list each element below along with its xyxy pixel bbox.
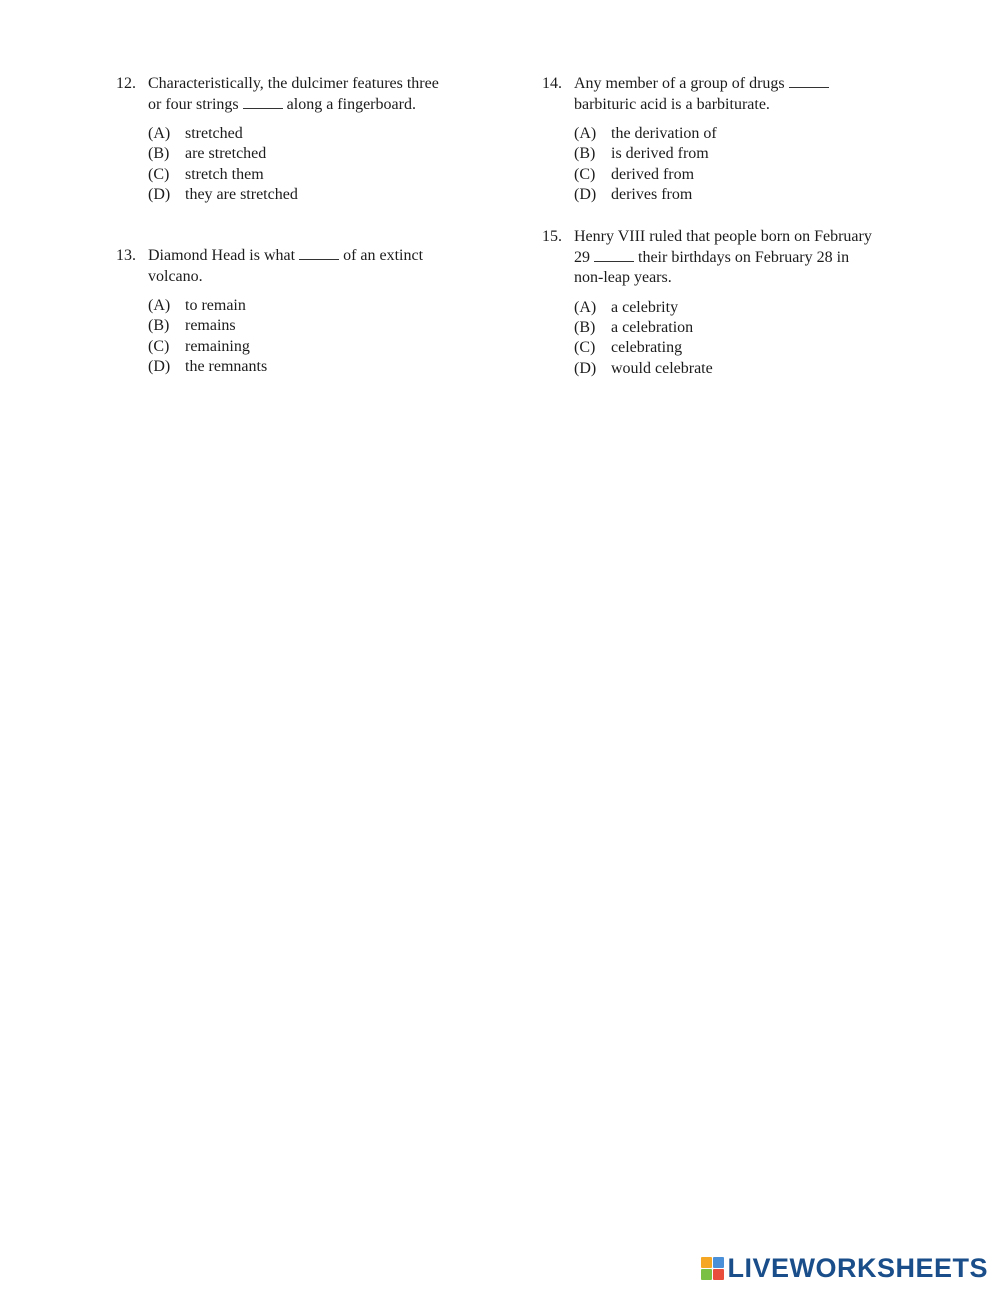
option-letter: (B) — [148, 145, 170, 163]
option-letter: (D) — [574, 186, 597, 204]
stem-text-before: Henry VIII ruled that people born on February 29 — [574, 228, 872, 266]
option-text: stretch them — [185, 165, 264, 183]
answer-options — [542, 124, 882, 206]
option-text: derived from — [611, 165, 695, 183]
option-text: the derivation of — [611, 125, 717, 142]
answer-options — [542, 298, 882, 380]
option-text: celebrating — [611, 339, 683, 357]
option-d[interactable] — [574, 359, 882, 379]
option-text: are stretched — [185, 145, 267, 163]
option-d[interactable] — [574, 185, 882, 205]
stem-text-before: Characteristically, the dulcimer features three or four strings — [148, 75, 439, 113]
stem-text-after: barbituric acid is a barbiturate. — [574, 95, 770, 113]
question-number: 12. — [116, 75, 136, 92]
answer-blank — [789, 77, 829, 88]
option-b[interactable] — [574, 318, 882, 338]
question-stem — [116, 246, 456, 287]
option-letter: (C) — [574, 339, 596, 357]
stem-text-after: of an extinct volcano. — [148, 247, 424, 285]
option-letter: (D) — [574, 359, 597, 377]
option-text: a celebrity — [611, 298, 679, 316]
option-letter: (A) — [574, 125, 597, 142]
option-d[interactable] — [148, 185, 456, 205]
option-letter: (C) — [148, 165, 170, 183]
option-text: the remnants — [185, 358, 268, 376]
question-stem — [116, 74, 456, 115]
stem-text-before: Diamond Head is what — [148, 247, 296, 264]
option-letter: (D) — [148, 358, 171, 376]
answer-options — [116, 124, 456, 206]
question-14 — [542, 74, 882, 206]
option-d[interactable] — [148, 357, 456, 377]
answer-blank — [299, 249, 339, 260]
option-text: remaining — [185, 337, 250, 355]
option-letter: (A) — [148, 297, 171, 314]
option-letter: (B) — [574, 145, 596, 163]
option-c[interactable] — [574, 165, 882, 185]
question-number: 15. — [542, 228, 562, 245]
option-letter: (D) — [148, 186, 171, 204]
answer-options — [116, 296, 456, 378]
option-letter: (C) — [148, 337, 170, 355]
option-a[interactable] — [148, 296, 456, 316]
logo-tile-e — [713, 1269, 724, 1280]
question-stem — [542, 227, 882, 289]
option-text: remains — [185, 317, 236, 335]
question-number: 13. — [116, 247, 136, 264]
answer-blank — [594, 251, 634, 262]
question-13 — [116, 246, 456, 378]
option-c[interactable] — [148, 337, 456, 357]
option-b[interactable] — [148, 316, 456, 336]
liveworksheets-logo-icon — [701, 1257, 724, 1280]
option-text: would celebrate — [611, 359, 713, 377]
answer-blank — [243, 98, 283, 109]
option-text: is derived from — [611, 145, 709, 163]
option-text: to remain — [185, 297, 246, 314]
option-text: they are stretched — [185, 186, 298, 204]
logo-text: LIVEWORKSHEETS — [727, 1253, 988, 1283]
option-a[interactable] — [574, 124, 882, 144]
logo-tile-l — [701, 1257, 712, 1268]
option-a[interactable] — [574, 298, 882, 318]
option-text: a celebration — [611, 318, 694, 336]
option-c[interactable] — [148, 165, 456, 185]
stem-text-before: Any member of a group of drugs — [574, 75, 785, 92]
option-letter: (B) — [574, 318, 596, 336]
option-text: derives from — [611, 186, 693, 204]
option-b[interactable] — [574, 144, 882, 164]
option-c[interactable] — [574, 338, 882, 358]
option-b[interactable] — [148, 144, 456, 164]
question-15 — [542, 227, 882, 379]
stem-text-after: along a fingerboard. — [286, 95, 416, 113]
option-letter: (B) — [148, 317, 170, 335]
logo-tile-v — [701, 1269, 712, 1280]
option-a[interactable] — [148, 124, 456, 144]
option-text: stretched — [185, 125, 243, 142]
question-number: 14. — [542, 75, 562, 92]
question-12 — [116, 74, 456, 206]
stem-text-after: their birthdays on February 28 in non-leap years. — [574, 248, 850, 286]
option-letter: (C) — [574, 165, 596, 183]
logo-tile-i — [713, 1257, 724, 1268]
liveworksheets-logo[interactable] — [701, 1255, 988, 1282]
option-letter: (A) — [574, 298, 597, 316]
option-letter: (A) — [148, 125, 171, 142]
question-stem — [542, 74, 882, 115]
